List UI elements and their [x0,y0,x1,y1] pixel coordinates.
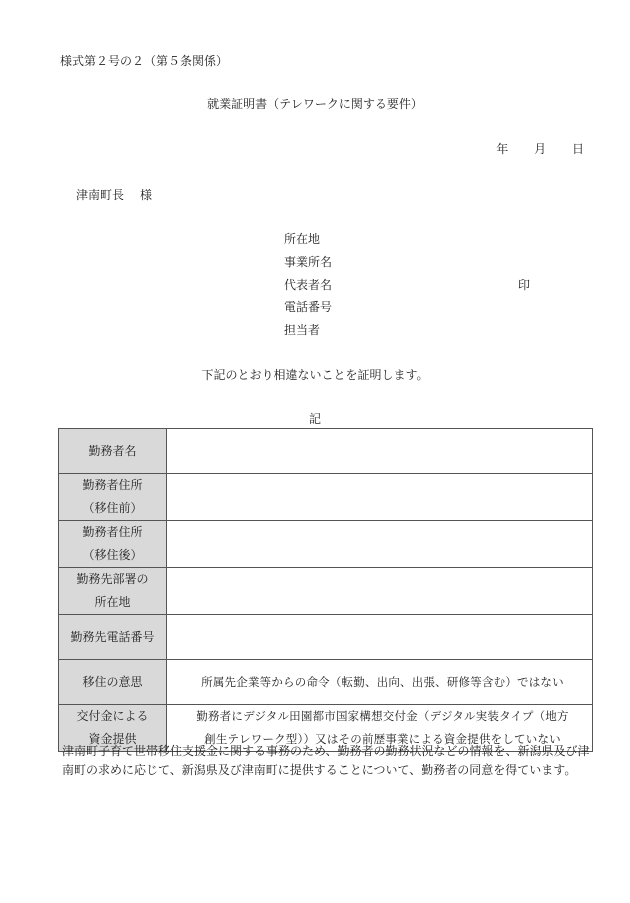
addressee-name: 津南町長 [76,188,125,202]
addressee-honorific: 様 [140,188,153,202]
row-phone [59,615,593,660]
input-dept-location[interactable] [167,568,593,615]
input-addr-after[interactable] [167,521,593,568]
ki-heading: 記 [308,412,321,426]
label-intent: 移住の意思 [59,660,167,705]
input-worker-name[interactable] [167,429,593,474]
date-year: 年 [496,142,509,156]
row-intent [59,660,593,705]
row-addr-after [59,521,593,568]
consent-statement: 津南町子育て世帯移住支援金に関する事務のため、勤務者の勤務状況などの情報を、新潟県及び津南町の求めに応じて、新潟県及び津南町に提供することについて、勤務者の同意を得ています。 [62,744,590,777]
field-company-name: 事業所名 [284,255,333,269]
date-line [474,140,584,157]
field-location: 所在地 [284,232,321,246]
label-grant: 交付金による 資金提供 [59,705,167,752]
label-phone: 勤務先電話番号 [59,615,167,660]
field-phone: 電話番号 [284,300,333,314]
label-worker-name: 勤務者名 [59,429,167,474]
input-phone[interactable] [167,615,593,660]
intent-value: 所属先企業等からの命令（転勤、出向、出張、研修等含む）ではない [167,660,593,705]
date-day: 日 [571,142,584,156]
label-addr-before: 勤務者住所 （移住前） [59,474,167,521]
row-worker-name [59,429,593,474]
seal-mark: 印 [518,278,531,292]
input-addr-before[interactable] [167,474,593,521]
date-month: 月 [534,142,547,156]
label-dept-location: 勤務先部署の 所在地 [59,568,167,615]
row-dept-location [59,568,593,615]
field-representative: 代表者名 [284,278,333,292]
certification-statement: 下記のとおり相違ないことを証明します。 [201,368,429,382]
addressee [76,186,152,203]
employment-table [58,428,593,752]
document-title: 就業証明書（テレワークに関する要件） [207,97,423,111]
form-number: 様式第２号の２（第５条関係） [60,54,229,68]
label-addr-after: 勤務者住所 （移住後） [59,521,167,568]
grant-value: 勤務者にデジタル田園都市国家構想交付金（デジタル実装タイプ（地方 創生テレワーク型））又はその前歴事業による資金提供をしていない [167,705,593,752]
field-contact-person: 担当者 [284,323,321,337]
row-addr-before [59,474,593,521]
